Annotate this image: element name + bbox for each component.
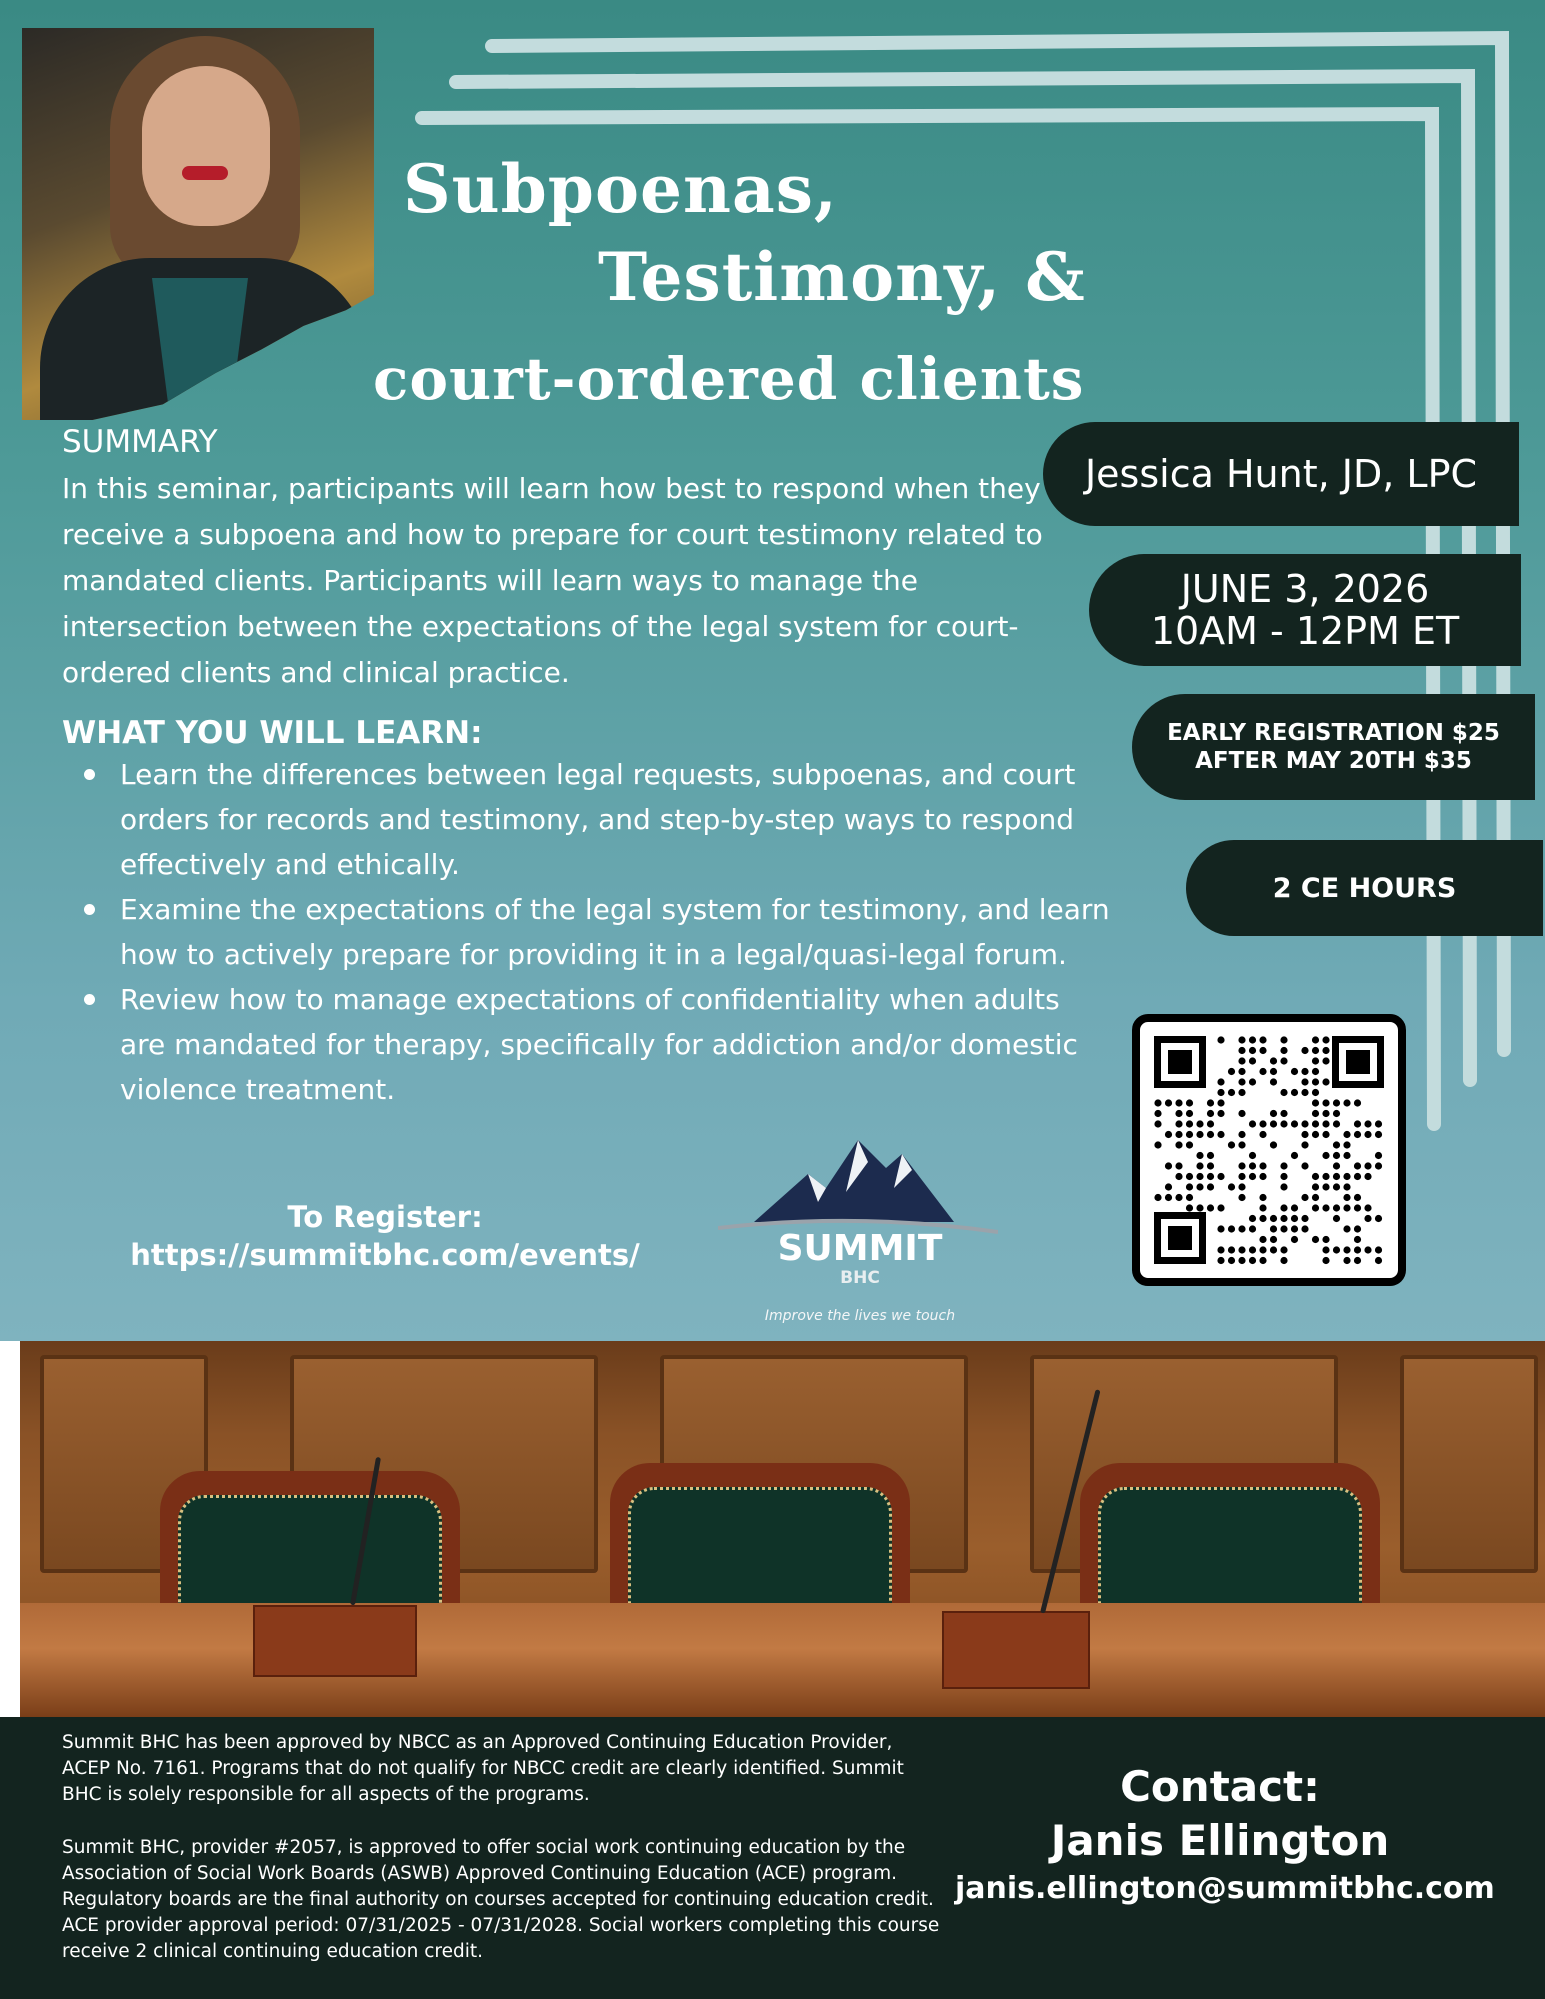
title-line-1: Subpoenas, <box>403 150 838 228</box>
list-item-text: Learn the differences between legal requests, subpoenas, and court orders for records and testimony, and step-by-step ways to respond effectively and ethically. <box>120 758 1076 881</box>
list-item <box>62 887 1112 977</box>
contact-label: Contact: <box>1120 1762 1320 1811</box>
speaker-name: Jessica Hunt, JD, LPC <box>1084 452 1478 496</box>
learn-heading: WHAT YOU WILL LEARN: <box>62 715 483 751</box>
title-line-3: court-ordered clients <box>373 345 1085 413</box>
qr-code[interactable] <box>1132 1014 1406 1286</box>
logo-tagline: Improve the lives we touch <box>764 1308 956 1324</box>
nbcc-disclaimer: Summit BHC has been approved by NBCC as an Approved Continuing Education Provider, ACEP No. 7161. Programs that do not qualify for NBCC credit are clearly identified. Summit BHC is solely responsible for all aspects of the programs. <box>62 1732 904 1805</box>
qr-code-icon <box>1140 1022 1398 1278</box>
ce-hours: 2 CE HOURS <box>1272 872 1457 904</box>
speaker-badge <box>1043 422 1519 526</box>
summary-heading: SUMMARY <box>62 424 218 460</box>
bullet-icon <box>84 904 95 915</box>
courtroom-image <box>20 1341 1545 1717</box>
summary-text: In this seminar, participants will learn how best to respond when they receive a subpoena and how to prepare for court testimony related to mandated clients. Participants will learn ways to manage the intersection between the expectations of the legal system for court-ordered clients and clinical practice. <box>62 472 1043 689</box>
list-item-text: Examine the expectations of the legal system for testimony, and learn how to actively prepare for providing it in a legal/quasi-legal forum. <box>120 893 1110 971</box>
ce-hours-badge <box>1186 840 1543 936</box>
event-date: JUNE 3, 2026 <box>1180 567 1430 611</box>
register-link[interactable]: https://summitbhc.com/events/ <box>130 1238 640 1272</box>
contact-block <box>955 1760 1495 1910</box>
list-item <box>62 977 1112 1112</box>
event-time: 10AM - 12PM ET <box>1150 609 1460 653</box>
contact-name: Janis Ellington <box>1050 1816 1390 1865</box>
price-late: AFTER MAY 20TH $35 <box>1195 748 1472 774</box>
price-early: EARLY REGISTRATION $25 <box>1167 720 1500 746</box>
list-item <box>62 752 1112 887</box>
logo-sub: BHC <box>840 1268 880 1288</box>
register-label: To Register: <box>287 1200 483 1234</box>
register-block <box>120 1198 650 1274</box>
date-badge <box>1089 554 1521 666</box>
aswb-disclaimer: Summit BHC, provider #2057, is approved to offer social work continuing education by the Association of Social Work Boards (ASWB) Approved Continuing Education (ACE) program. Regulatory boards are the final authority on courses accepted for continuing education credit. ACE provider approval period: 07/31/2025 - 07/31/2028. Social workers completing this course receive 2 clinical continuing education credit. <box>62 1837 940 1962</box>
price-badge <box>1132 694 1535 800</box>
logo-name: SUMMIT <box>777 1228 943 1269</box>
list-item-text: Review how to manage expectations of confidentiality when adults are mandated for therapy, specifically for addiction and/or domestic violence treatment. <box>120 983 1078 1106</box>
title-line-2: Testimony, & <box>598 238 1086 316</box>
learn-list <box>62 752 1112 1112</box>
bullet-icon <box>84 994 95 1005</box>
contact-email[interactable]: janis.ellington@summitbhc.com <box>955 1871 1495 1906</box>
bullet-icon <box>84 769 95 780</box>
